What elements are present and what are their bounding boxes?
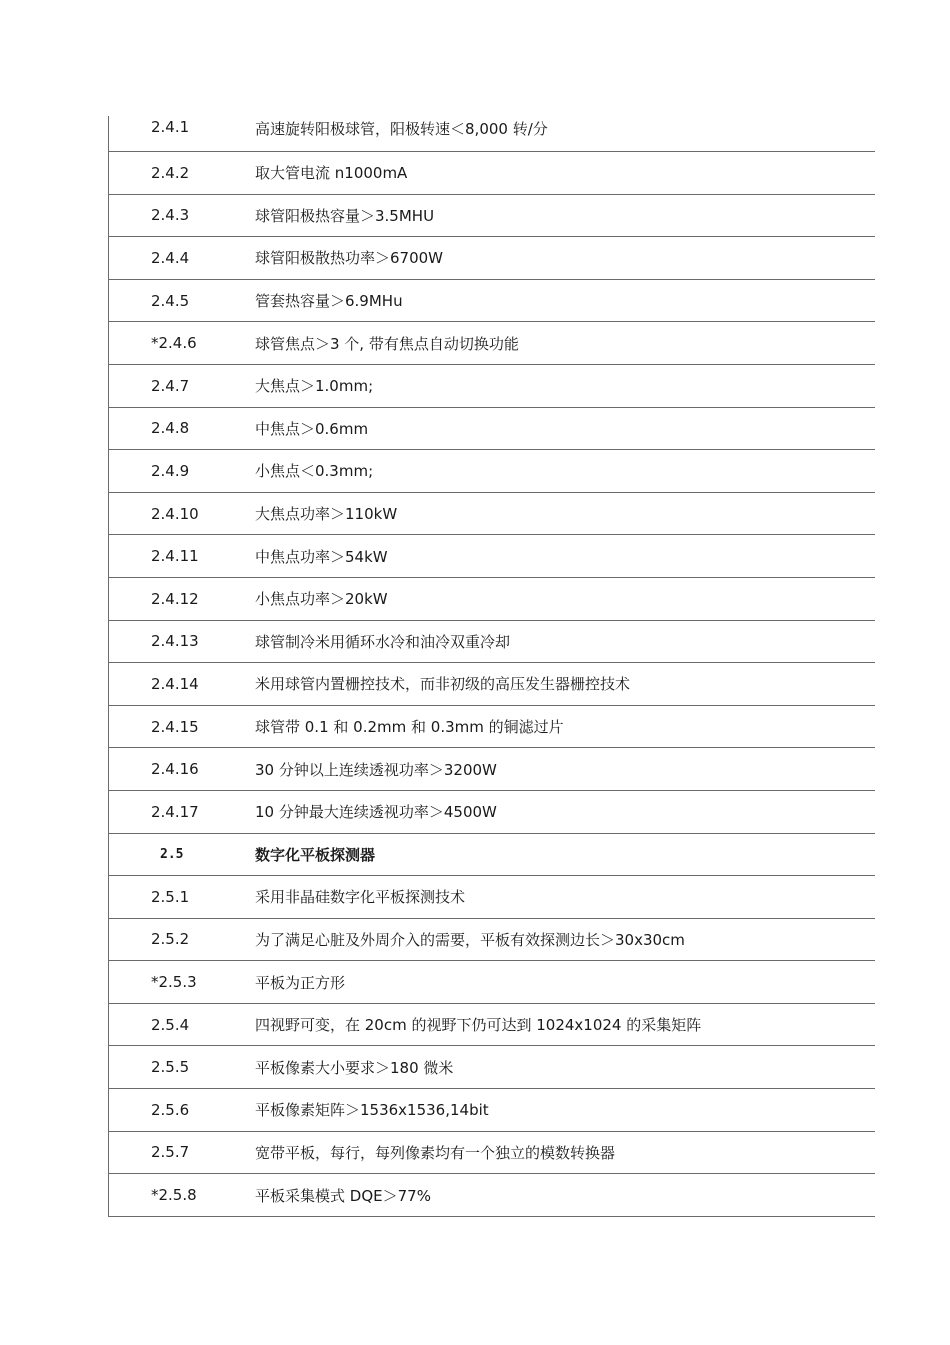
table-row — [109, 791, 875, 834]
item-description: 球管带 0.1 和 0.2mm 和 0.3mm 的铜滤过片 — [255, 718, 564, 737]
item-description: 管套热容量＞6.9MHu — [255, 292, 403, 311]
item-code: 2.4.13 — [151, 632, 199, 651]
item-code: 2.4.9 — [151, 461, 190, 480]
table-row — [109, 706, 875, 749]
item-description: 采用非晶硅数字化平板探测技术 — [255, 888, 466, 907]
item-code: 2.4.2 — [151, 163, 190, 182]
item-description: 中焦点＞0.6mm — [255, 419, 369, 438]
table-row — [109, 919, 875, 962]
item-code: 2.4.8 — [151, 419, 190, 438]
item-description: 宽带平板，每行，每列像素均有一个独立的模数转换器 — [255, 1143, 616, 1162]
item-description: 大焦点＞1.0mm; — [255, 377, 374, 396]
table-row — [109, 876, 875, 919]
table-row — [109, 578, 875, 621]
item-description: 高速旋转阳极球管，阳极转速＜8,000 转/分 — [255, 120, 548, 138]
table-row — [109, 1174, 875, 1217]
item-code: 2.5.4 — [151, 1015, 190, 1034]
item-code: 2.4.17 — [151, 802, 199, 821]
spec-table — [108, 116, 875, 1217]
table-row — [109, 1004, 875, 1047]
item-code: 2.4.10 — [151, 504, 199, 523]
table-row — [109, 1089, 875, 1132]
item-description: 球管阳极热容量＞3.5MHU — [255, 206, 435, 225]
item-code: *2.4.6 — [151, 334, 197, 353]
item-code: 2.4.15 — [151, 717, 199, 736]
item-description: 四视野可变，在 20cm 的视野下仍可达到 1024x1024 的采集矩阵 — [255, 1016, 702, 1035]
item-code: 2.4.4 — [151, 248, 190, 267]
table-row — [109, 365, 875, 408]
item-code: 2.4.5 — [151, 291, 190, 310]
table-row — [109, 450, 875, 493]
item-description: 中焦点功率＞54kW — [255, 547, 388, 566]
item-code: 2.4.12 — [151, 589, 199, 608]
item-code: 2.4.3 — [151, 206, 190, 225]
item-description: 平板像素矩阵＞1536x1536,14bit — [255, 1101, 489, 1120]
item-code: 2.5.7 — [151, 1143, 190, 1162]
item-description: 球管制冷米用循环水冷和油冷双重冷却 — [255, 632, 511, 651]
table-row — [109, 748, 875, 791]
item-description: 大焦点功率＞110kW — [255, 505, 398, 524]
table-row — [109, 152, 875, 195]
item-code: 2.5.1 — [151, 887, 190, 906]
item-code: 2.5.5 — [151, 1058, 190, 1077]
item-description: 平板为正方形 — [255, 973, 346, 992]
table-row — [109, 621, 875, 664]
table-row — [109, 195, 875, 238]
table-row — [109, 535, 875, 578]
item-code: *2.5.8 — [151, 1186, 197, 1205]
table-row — [109, 493, 875, 536]
item-code: 2.4.1 — [151, 118, 190, 136]
table-row — [109, 961, 875, 1004]
item-code: 2.5 — [160, 846, 184, 862]
item-description: 平板采集模式 DQE＞77% — [255, 1186, 431, 1205]
item-code: 2.4.11 — [151, 547, 199, 566]
table-row — [109, 237, 875, 280]
item-description: 小焦点＜0.3mm; — [255, 462, 374, 481]
item-description: 10 分钟最大连续透视功率＞4500W — [255, 803, 497, 822]
table-row — [109, 280, 875, 323]
item-code: 2.5.2 — [151, 930, 190, 949]
table-row — [109, 1132, 875, 1175]
table-row — [109, 116, 875, 152]
table-row — [109, 408, 875, 451]
table-row — [109, 663, 875, 706]
item-description: 数字化平板探测器 — [255, 845, 376, 864]
item-description: 球管焦点＞3 个, 带有焦点自动切换功能 — [255, 334, 519, 353]
item-description: 30 分钟以上连续透视功率＞3200W — [255, 760, 497, 779]
item-description: 平板像素大小要求＞180 微米 — [255, 1058, 454, 1077]
item-description: 米用球管内置栅控技术，而非初级的高压发生器栅控技术 — [255, 675, 631, 694]
item-description: 小焦点功率＞20kW — [255, 590, 388, 609]
item-code: 2.4.7 — [151, 376, 190, 395]
table-row — [109, 1046, 875, 1089]
item-code: 2.5.6 — [151, 1100, 190, 1119]
item-description: 取大管电流 n1000mA — [255, 164, 408, 183]
item-description: 为了满足心脏及外周介入的需要，平板有效探测边长＞30x30cm — [255, 930, 685, 949]
item-code: 2.4.14 — [151, 674, 199, 693]
item-description: 球管阳极散热功率＞6700W — [255, 249, 444, 268]
section-row — [109, 834, 875, 877]
item-code: 2.4.16 — [151, 760, 199, 779]
item-code: *2.5.3 — [151, 973, 197, 992]
table-row — [109, 322, 875, 365]
